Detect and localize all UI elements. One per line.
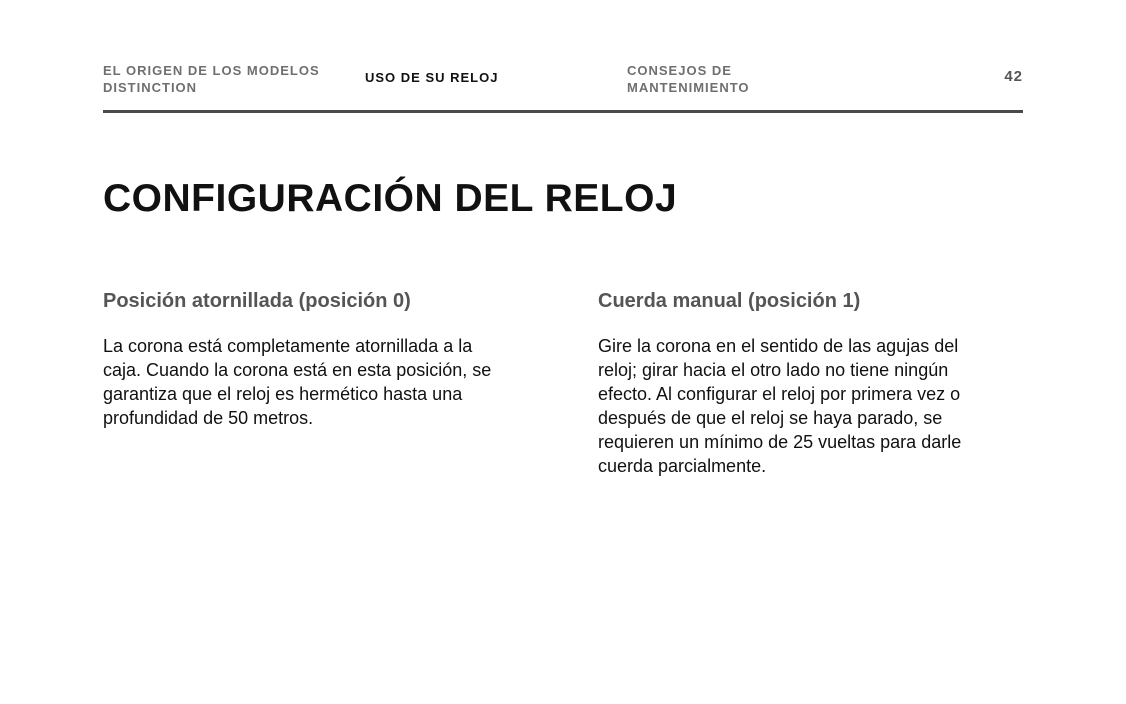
page-number: 42 [1004,68,1023,85]
nav-link-origen[interactable]: EL ORIGEN DE LOS MODELOS DISTINCTION [103,63,320,95]
section-cuerda-manual [598,288,998,478]
nav-link-uso-reloj[interactable]: USO DE SU RELOJ [365,70,499,85]
section-heading: Posición atornillada (posición 0) [103,290,411,312]
section-posicion-atornillada [103,288,503,430]
section-body: La corona está completamente atornillada a la caja. Cuando la corona está en esta posición, se garantiza que el reloj es hermético hasta una profundidad de 50 metros. [103,336,492,428]
page-title: CONFIGURACIÓN DEL RELOJ [103,177,678,220]
section-heading: Cuerda manual (posición 1) [598,290,861,312]
page-header [103,58,1023,113]
nav-link-consejos[interactable]: CONSEJOS DE MANTENIMIENTO [627,63,750,95]
section-body: Gire la corona en el sentido de las agujas del reloj; girar hacia el otro lado no tiene ningún efecto. Al configurar el reloj por primera vez o después de que el reloj se haya parado, se requieren un mínimo de 25 vueltas para darle cuerda parcialmente. [598,336,962,476]
